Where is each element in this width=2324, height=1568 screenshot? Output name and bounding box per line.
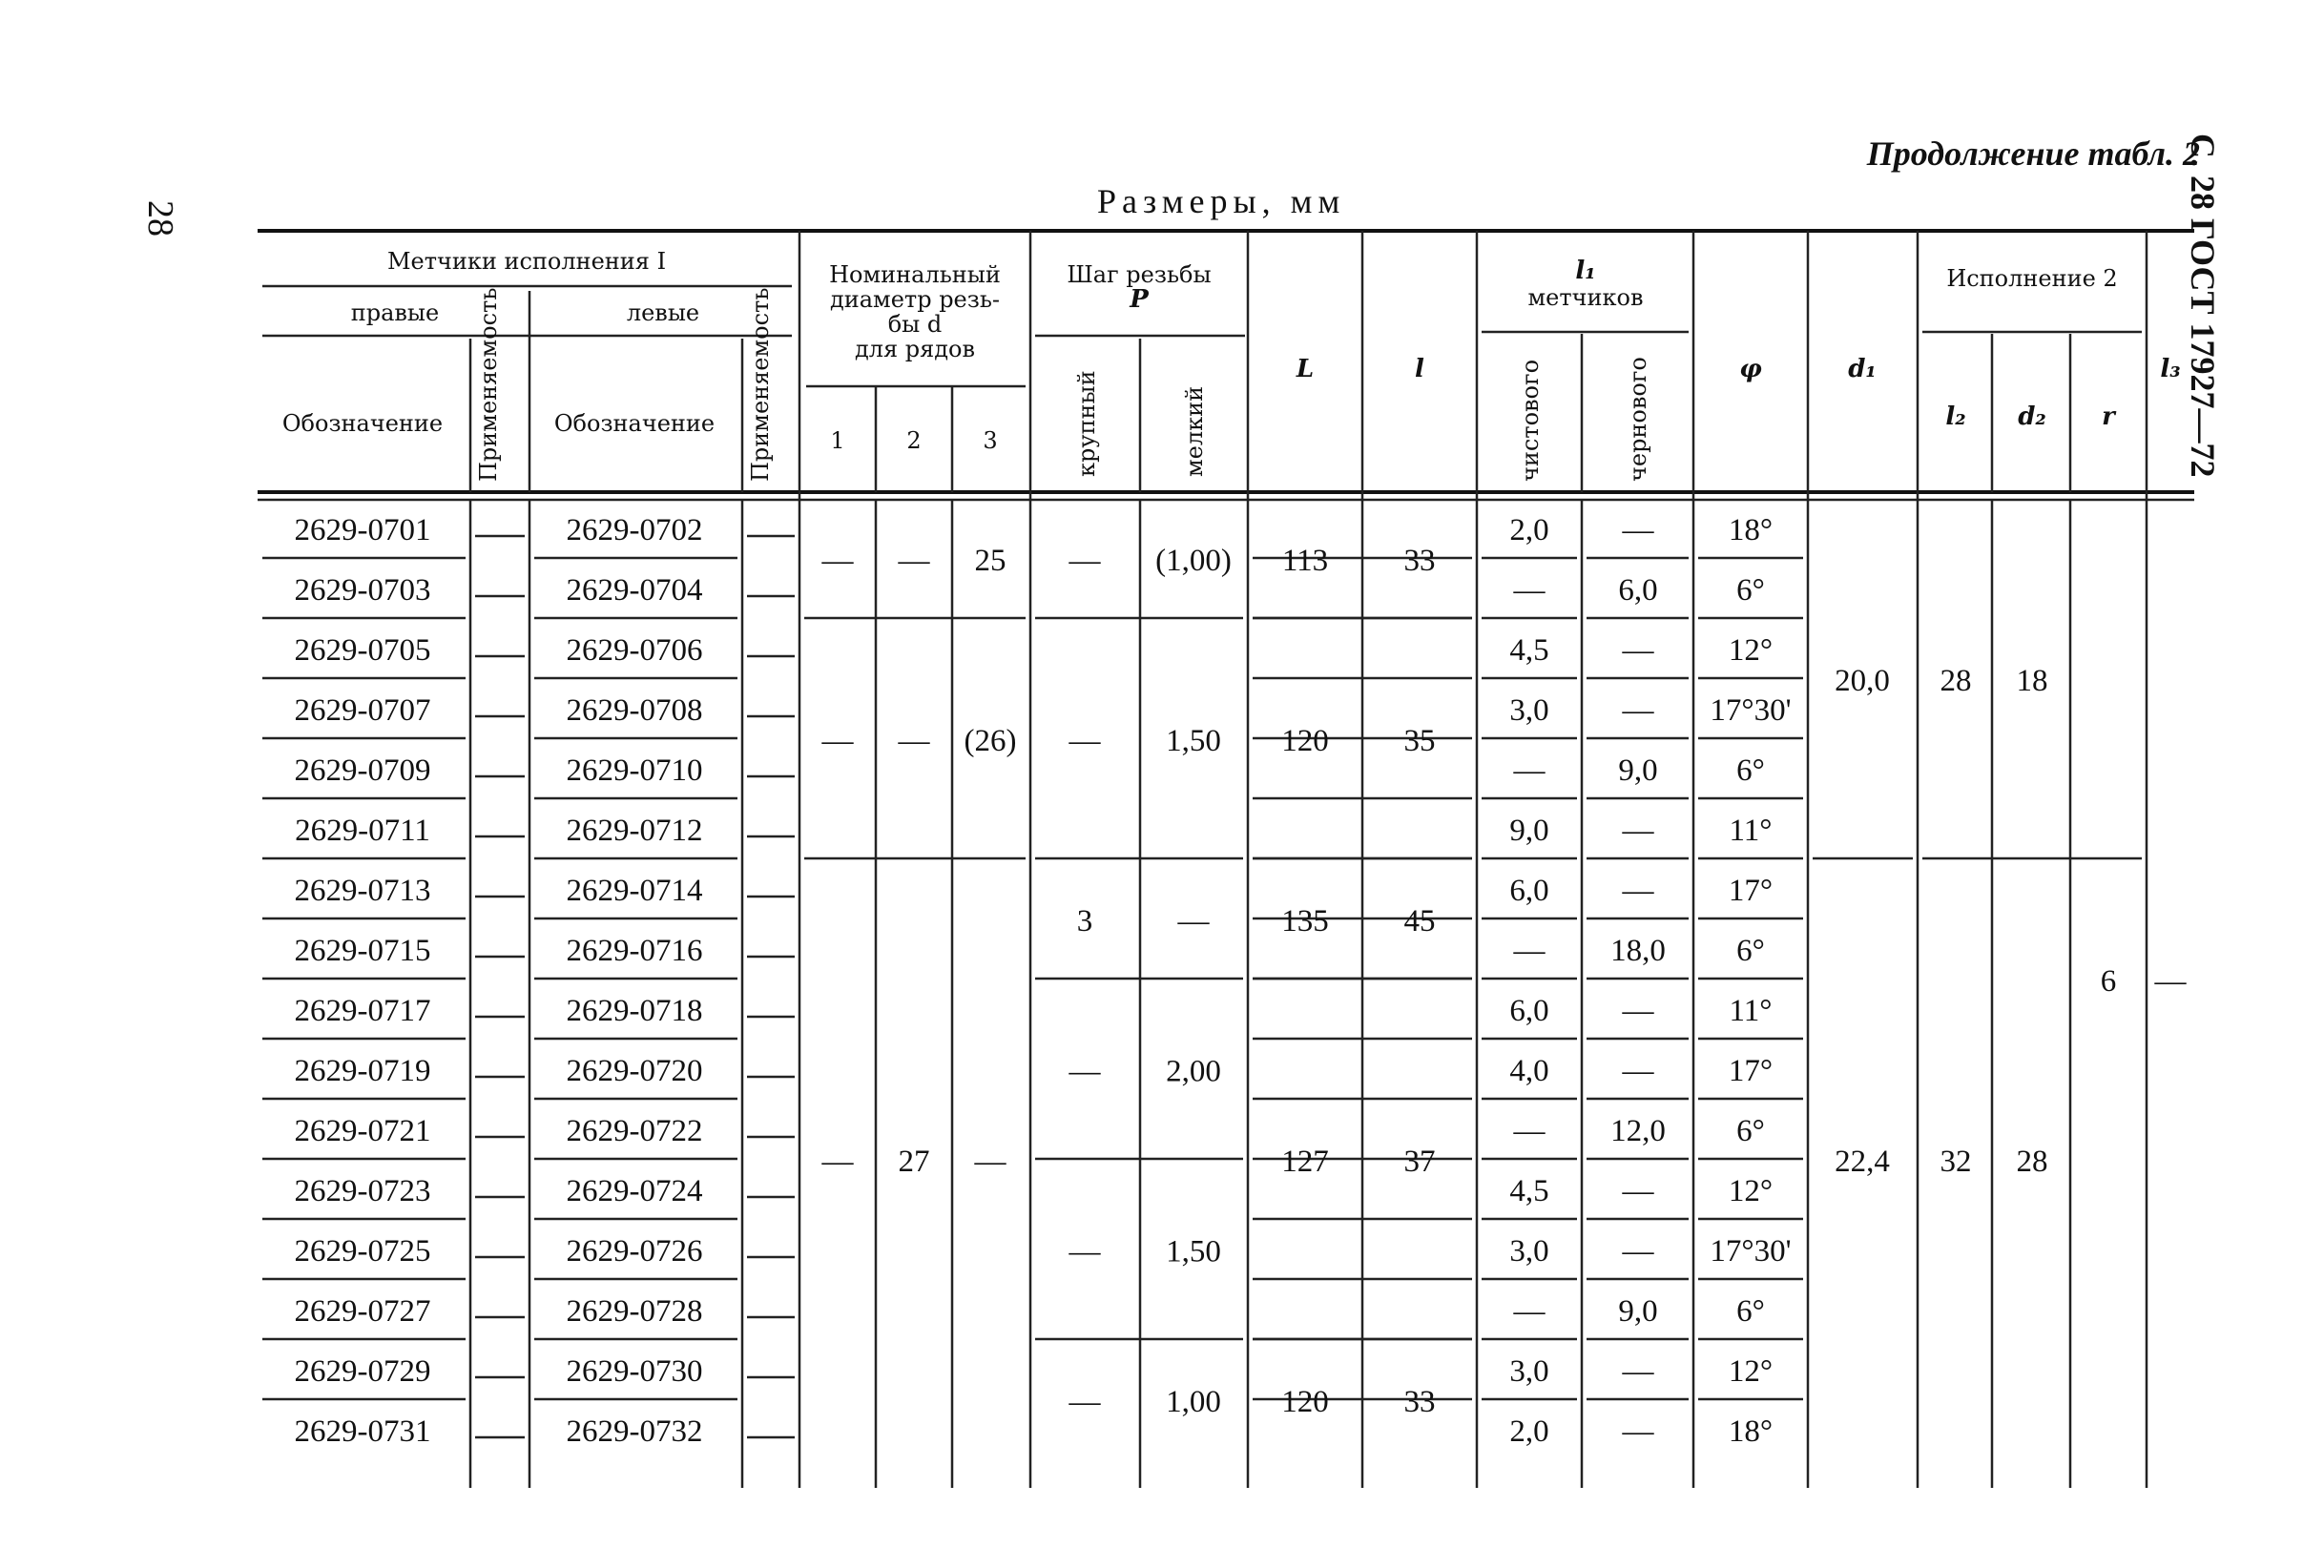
designation-right: 2629-0705 xyxy=(294,633,431,668)
angle-phi: 6° xyxy=(1736,753,1765,788)
merged-cells xyxy=(821,544,2188,1419)
finishing-length: 9,0 xyxy=(1509,814,1549,848)
table-row xyxy=(295,994,1773,1028)
angle-phi: 6° xyxy=(1736,934,1765,968)
designation-left: 2629-0722 xyxy=(566,1114,703,1148)
header-coarse: крупный xyxy=(1073,370,1100,477)
table-row xyxy=(295,874,1774,908)
angle-phi: 18° xyxy=(1728,513,1774,547)
pitch-coarse: — xyxy=(1069,724,1101,758)
diameter-row1: — xyxy=(821,544,854,578)
header-l: l xyxy=(1415,355,1424,383)
header-l2: l₂ xyxy=(1945,402,1966,431)
finishing-length: 2,0 xyxy=(1509,1414,1549,1449)
header-texts xyxy=(282,248,2181,482)
header-roughing: чернового xyxy=(1625,357,1651,482)
designation-right: 2629-0711 xyxy=(295,814,430,848)
angle-phi: 12° xyxy=(1728,1174,1774,1208)
designation-left: 2629-0714 xyxy=(566,874,703,908)
d1-value: 22,4 xyxy=(1835,1145,1890,1179)
finishing-length: 4,5 xyxy=(1509,633,1549,668)
angle-phi: 11° xyxy=(1729,994,1773,1028)
length-L: 120 xyxy=(1281,724,1329,758)
designation-right: 2629-0707 xyxy=(294,693,431,728)
finishing-length: — xyxy=(1513,753,1546,788)
diameter-row2: — xyxy=(898,544,930,578)
pitch-coarse: 3 xyxy=(1076,904,1093,939)
header-finishing: чистового xyxy=(1517,359,1544,482)
designation-left: 2629-0708 xyxy=(566,693,703,728)
length-l: 37 xyxy=(1403,1145,1436,1179)
roughing-length: — xyxy=(1622,513,1654,547)
table-row xyxy=(295,513,1774,547)
designation-left: 2629-0716 xyxy=(566,934,703,968)
diameter-row1: — xyxy=(821,1145,854,1179)
header-row-3: 3 xyxy=(983,427,998,454)
finishing-length: 4,5 xyxy=(1509,1174,1549,1208)
finishing-length: 6,0 xyxy=(1509,994,1549,1028)
designation-right: 2629-0731 xyxy=(294,1414,431,1449)
standard-side-label: С. 28 ГОСТ 17927—72 xyxy=(2184,134,2222,478)
table-row xyxy=(295,1354,1774,1389)
designation-left: 2629-0724 xyxy=(566,1174,703,1208)
designation-right: 2629-0721 xyxy=(294,1114,431,1148)
roughing-length: — xyxy=(1622,874,1654,908)
body-grid xyxy=(262,500,2142,1488)
pitch-fine: 1,50 xyxy=(1166,724,1221,758)
header-l3: l₃ xyxy=(2160,355,2181,383)
roughing-length: 9,0 xyxy=(1618,1294,1658,1329)
pitch-coarse: — xyxy=(1069,544,1101,578)
designation-right: 2629-0709 xyxy=(294,753,431,788)
header-nominal-3: бы d xyxy=(887,311,943,338)
header-nominal-1: Номинальный xyxy=(829,261,1001,288)
header-phi: φ xyxy=(1739,355,1762,383)
table-row xyxy=(295,633,1774,668)
header-nominal-2: диаметр резь- xyxy=(829,286,1001,313)
header-r: r xyxy=(2102,402,2115,431)
header-taps-group: Метчики исполнения I xyxy=(386,248,667,275)
designation-right: 2629-0717 xyxy=(294,994,431,1028)
diameter-row3: 25 xyxy=(974,544,1006,578)
roughing-length: — xyxy=(1622,994,1654,1028)
length-L: 135 xyxy=(1281,904,1329,939)
designation-left: 2629-0726 xyxy=(566,1234,703,1269)
roughing-length: 12,0 xyxy=(1610,1114,1666,1148)
diameter-row3: (26) xyxy=(964,724,1017,758)
header-applicability-left: Применяемость xyxy=(747,287,774,482)
designation-left: 2629-0712 xyxy=(566,814,703,848)
roughing-length: 6,0 xyxy=(1618,573,1658,608)
header-nominal-4: для рядов xyxy=(854,336,976,362)
length-l: 35 xyxy=(1403,724,1436,758)
l3-value: — xyxy=(2154,964,2187,999)
finishing-length: 3,0 xyxy=(1509,1234,1549,1269)
designation-left: 2629-0728 xyxy=(566,1294,703,1329)
angle-phi: 12° xyxy=(1728,1354,1774,1389)
header-designation-right: Обозначение xyxy=(281,410,444,437)
designation-right: 2629-0723 xyxy=(294,1174,431,1208)
header-d2: d₂ xyxy=(2018,402,2046,431)
pitch-fine: 1,00 xyxy=(1166,1385,1221,1419)
angle-phi: 18° xyxy=(1728,1414,1774,1449)
header-designation-left: Обозначение xyxy=(553,410,716,437)
finishing-length: 4,0 xyxy=(1509,1054,1549,1088)
pitch-fine: 2,00 xyxy=(1166,1054,1221,1089)
pitch-coarse: — xyxy=(1069,1234,1101,1269)
diameter-row1: — xyxy=(821,724,854,758)
angle-phi: 17°30' xyxy=(1710,1234,1792,1269)
table-row xyxy=(295,1054,1774,1088)
table-row xyxy=(295,814,1772,848)
pitch-coarse: — xyxy=(1069,1054,1101,1089)
designation-right: 2629-0719 xyxy=(294,1054,431,1088)
designation-right: 2629-0727 xyxy=(294,1294,431,1329)
finishing-length: 3,0 xyxy=(1509,693,1549,728)
pitch-coarse: — xyxy=(1069,1385,1101,1419)
designation-left: 2629-0718 xyxy=(566,994,703,1028)
pitch-fine: — xyxy=(1177,904,1210,939)
length-l: 45 xyxy=(1403,904,1436,939)
designation-left: 2629-0720 xyxy=(566,1054,703,1088)
header-L: L xyxy=(1296,355,1315,383)
designation-left: 2629-0710 xyxy=(566,753,703,788)
roughing-length: 9,0 xyxy=(1618,753,1658,788)
pitch-fine: (1,00) xyxy=(1155,544,1232,578)
header-left: левые xyxy=(626,299,700,326)
l2-value: 28 xyxy=(1940,664,1972,698)
angle-phi: 6° xyxy=(1736,1114,1765,1148)
length-L: 127 xyxy=(1281,1145,1329,1179)
angle-phi: 12° xyxy=(1728,633,1774,668)
header-exec2: Исполнение 2 xyxy=(1946,265,2118,292)
pitch-fine: 1,50 xyxy=(1166,1234,1221,1269)
header-pitch: Шаг резьбы xyxy=(1067,261,1212,288)
d1-value: 20,0 xyxy=(1835,664,1890,698)
d2-value: 18 xyxy=(2016,664,2048,698)
roughing-length: 18,0 xyxy=(1610,934,1666,968)
angle-phi: 6° xyxy=(1736,573,1765,608)
length-L: 113 xyxy=(1281,544,1329,578)
finishing-length: — xyxy=(1513,934,1546,968)
designation-left: 2629-0732 xyxy=(566,1414,703,1449)
roughing-length: — xyxy=(1622,633,1654,668)
angle-phi: 17°30' xyxy=(1710,693,1792,728)
diameter-row3: — xyxy=(974,1145,1006,1179)
length-L: 120 xyxy=(1281,1385,1329,1419)
designation-left: 2629-0702 xyxy=(566,513,703,547)
header-l1: l₁ xyxy=(1575,257,1596,285)
header-applicability-right: Применяемость xyxy=(475,287,502,482)
page-number: 28 xyxy=(140,200,180,237)
table-row xyxy=(295,1234,1792,1269)
d2-value: 28 xyxy=(2016,1145,2048,1179)
table-row xyxy=(295,1174,1774,1208)
roughing-length: — xyxy=(1622,693,1654,728)
designation-right: 2629-0701 xyxy=(294,513,431,547)
roughing-length: — xyxy=(1622,1414,1654,1449)
designation-right: 2629-0713 xyxy=(294,874,431,908)
roughing-length: — xyxy=(1622,1174,1654,1208)
angle-phi: 11° xyxy=(1729,814,1773,848)
angle-phi: 17° xyxy=(1728,874,1774,908)
finishing-length: 2,0 xyxy=(1509,513,1549,547)
roughing-length: — xyxy=(1622,1234,1654,1269)
diameter-row2: 27 xyxy=(898,1145,930,1179)
roughing-length: — xyxy=(1622,1354,1654,1389)
finishing-length: — xyxy=(1513,1294,1546,1329)
table-rows xyxy=(295,513,1792,1449)
roughing-length: — xyxy=(1622,814,1654,848)
finishing-length: — xyxy=(1513,573,1546,608)
angle-phi: 17° xyxy=(1728,1054,1774,1088)
header-l1-taps: метчиков xyxy=(1527,284,1644,311)
diameter-row2: — xyxy=(898,724,930,758)
header-row-2: 2 xyxy=(906,427,922,454)
dimensions-caption: Размеры, мм xyxy=(1097,182,1346,220)
finishing-length: 6,0 xyxy=(1509,874,1549,908)
finishing-length: 3,0 xyxy=(1509,1354,1549,1389)
length-l: 33 xyxy=(1403,544,1436,578)
angle-phi: 6° xyxy=(1736,1294,1765,1329)
designation-left: 2629-0730 xyxy=(566,1354,703,1389)
header-row-1: 1 xyxy=(830,427,845,454)
continuation-caption: Продолжение табл. 2 xyxy=(1866,134,2200,173)
designation-right: 2629-0703 xyxy=(294,573,431,608)
roughing-length: — xyxy=(1622,1054,1654,1088)
designation-left: 2629-0704 xyxy=(566,573,703,608)
length-l: 33 xyxy=(1403,1385,1436,1419)
header-right: правые xyxy=(350,299,440,326)
designation-right: 2629-0725 xyxy=(294,1234,431,1269)
r-value: 6 xyxy=(2100,964,2117,999)
l2-value: 32 xyxy=(1940,1145,1972,1179)
header-pitch-symbol: P xyxy=(1130,285,1149,314)
header-d1: d₁ xyxy=(1848,355,1877,383)
finishing-length: — xyxy=(1513,1114,1546,1148)
table-row xyxy=(295,693,1792,728)
table-row xyxy=(295,1414,1774,1449)
designation-left: 2629-0706 xyxy=(566,633,703,668)
designation-right: 2629-0715 xyxy=(294,934,431,968)
designation-right: 2629-0729 xyxy=(294,1354,431,1389)
header-fine: мелкий xyxy=(1181,385,1208,477)
